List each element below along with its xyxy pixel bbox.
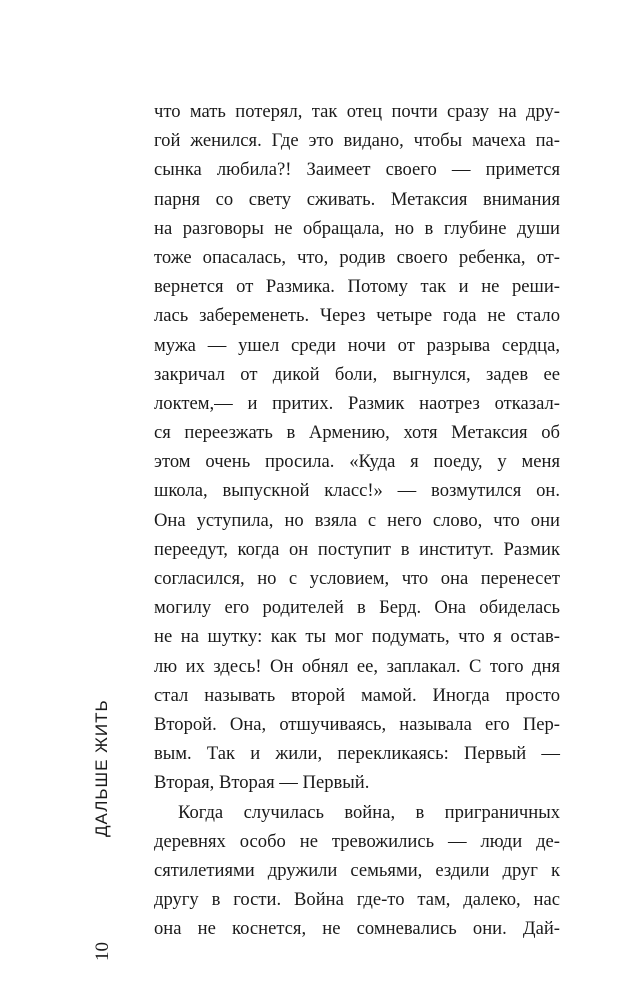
text-line: локтем,— и притих. Размик наотрез отказал- (154, 392, 560, 414)
text-line: закричал от дикой боли, выгнулся, задев ее (154, 363, 560, 385)
text-line: Второй. Она, отшучиваясь, называла его Пер- (154, 713, 560, 735)
text-line: школа, выпускной класс!» — возмутился он. (154, 480, 560, 502)
text-line: на разговоры не обращала, но в глубине души (154, 217, 560, 239)
text-line: мужа — ушел среди ночи от разрыва сердца, (154, 334, 560, 356)
text-line: она не коснется, не сомневались они. Дай- (154, 918, 560, 940)
text-line: другу в гости. Война где-то там, далеко, нас (154, 889, 560, 911)
text-line: могилу его родителей в Берд. Она обиделась (154, 597, 560, 619)
text-line: Она уступила, но взяла с него слово, что они (154, 509, 560, 531)
text-line: парня со свету сживать. Метаксия внимания (154, 188, 560, 210)
body-text (154, 97, 560, 943)
page-number: 10 (92, 942, 113, 961)
text-line: лась забеременеть. Через четыре года не стало (154, 305, 560, 327)
text-line: лю их здесь! Он обнял ее, заплакал. С того дня (154, 655, 560, 677)
text-line: вернется от Размика. Потому так и не реши- (154, 276, 560, 298)
text-line: сятилетиями дружили семьями, ездили друг к (154, 859, 560, 881)
text-line: ся переезжать в Армению, хотя Метаксия об (154, 422, 560, 444)
text-line-paragraph-start: Когда случилась война, в приграничных (178, 801, 560, 823)
text-line: этом очень просила. «Куда я поеду, у меня (154, 451, 560, 473)
text-line: согласился, но с условием, что она перенесет (154, 568, 560, 589)
text-line: тоже опасалась, что, родив своего ребенка, от- (154, 246, 560, 268)
text-line: переедут, когда он поступит в институт. Размик (154, 538, 560, 560)
text-line: не на шутку: как ты мог подумать, что я остав- (154, 626, 560, 648)
running-head-title: ДАЛЬШЕ ЖИТЬ (92, 699, 111, 837)
text-line: деревнях особо не тревожились — люди де- (154, 830, 560, 852)
text-line: сынка любила?! Заимеет своего — примется (154, 159, 560, 181)
text-line-paragraph-end: Вторая, Вторая — Первый. (154, 772, 370, 794)
text-line: вым. Так и жили, перекликаясь: Первый — (154, 743, 560, 765)
text-line: стал называть второй мамой. Иногда просто (154, 684, 560, 706)
running-head (88, 699, 128, 965)
text-line: что мать потерял, так отец почти сразу на дру- (154, 101, 560, 122)
text-line: гой женился. Где это видано, чтобы мачеха па- (154, 130, 560, 152)
